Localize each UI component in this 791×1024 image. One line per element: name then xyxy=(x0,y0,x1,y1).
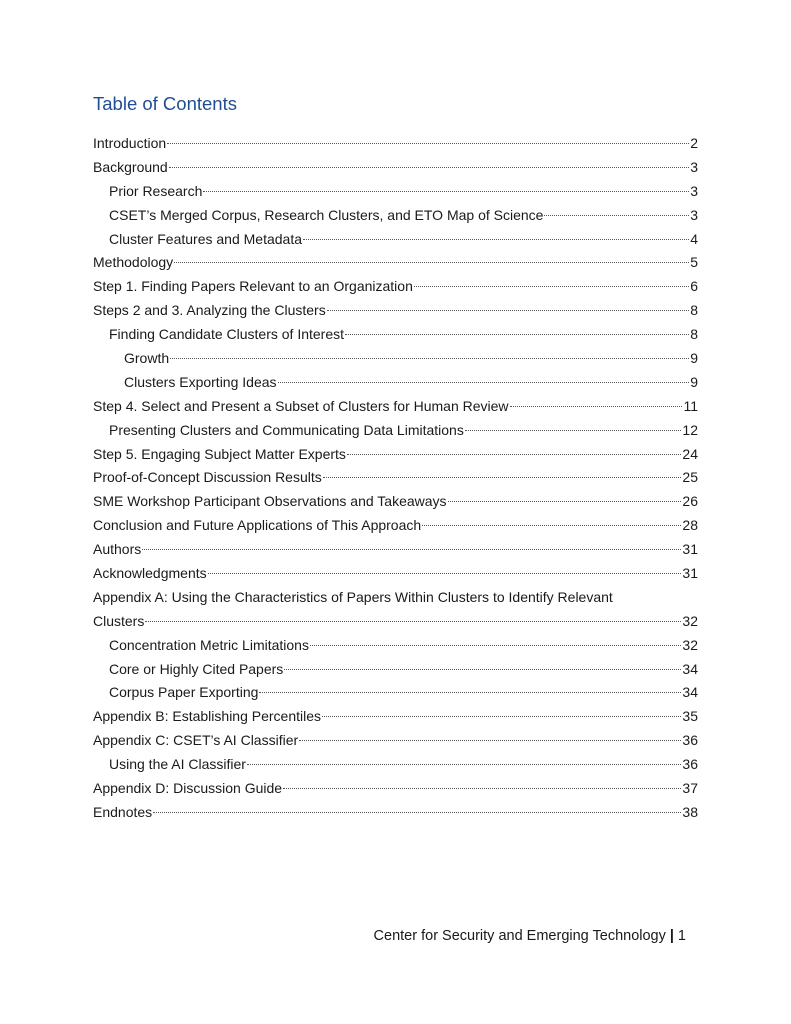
toc-entry-page: 8 xyxy=(690,326,698,343)
toc-entry[interactable] xyxy=(93,538,698,562)
toc-entry[interactable] xyxy=(93,681,698,705)
toc-entry[interactable] xyxy=(93,443,698,467)
toc-entry-label: SME Workshop Participant Observations and Takeaways xyxy=(93,493,447,510)
toc-entry-label: Cluster Features and Metadata xyxy=(109,230,302,247)
toc-entry-page: 26 xyxy=(682,493,698,510)
toc-entry[interactable] xyxy=(93,490,698,514)
toc-list xyxy=(93,132,698,825)
toc-entry-label: CSET’s Merged Corpus, Research Clusters, and ETO Map of Science xyxy=(109,206,544,223)
toc-entry-page: 4 xyxy=(690,230,698,247)
dot-leader xyxy=(142,549,681,550)
toc-entry[interactable] xyxy=(93,634,698,658)
toc-entry-label: Growth xyxy=(124,350,170,367)
dot-leader xyxy=(303,239,689,240)
toc-entry[interactable] xyxy=(93,562,698,586)
toc-entry-page: 11 xyxy=(683,397,698,414)
toc-entry-page: 37 xyxy=(682,780,698,797)
dot-leader xyxy=(345,334,689,335)
toc-entry-page: 25 xyxy=(682,469,698,486)
toc-entry-page: 12 xyxy=(682,421,698,438)
dot-leader xyxy=(284,669,681,670)
dot-leader xyxy=(465,430,682,431)
toc-entry[interactable] xyxy=(93,777,698,801)
dot-leader xyxy=(283,788,681,789)
toc-entry[interactable] xyxy=(93,156,698,180)
dot-leader xyxy=(145,621,681,622)
toc-entry-label: Core or Highly Cited Papers xyxy=(109,660,284,677)
toc-entry-label: Prior Research xyxy=(109,182,203,199)
dot-leader xyxy=(167,143,689,144)
toc-entry[interactable] xyxy=(93,371,698,395)
toc-entry-page: 3 xyxy=(690,206,698,223)
toc-entry[interactable] xyxy=(93,466,698,490)
toc-entry-page: 36 xyxy=(682,732,698,749)
dot-leader xyxy=(510,406,683,407)
toc-entry-label: Methodology xyxy=(93,254,174,271)
toc-entry-label: Proof-of-Concept Discussion Results xyxy=(93,469,322,486)
toc-entry-page: 32 xyxy=(682,612,698,629)
toc-entry-page: 8 xyxy=(690,302,698,319)
toc-entry-label: Introduction xyxy=(93,135,167,151)
toc-entry-page: 9 xyxy=(690,373,698,390)
toc-entry-page: 3 xyxy=(690,182,698,199)
dot-leader xyxy=(169,167,689,168)
dot-leader xyxy=(448,501,682,502)
toc-entry[interactable] xyxy=(93,395,698,419)
dot-leader xyxy=(170,358,689,359)
dot-leader xyxy=(310,645,681,646)
footer-page-number: 1 xyxy=(677,928,686,944)
toc-entry[interactable] xyxy=(93,275,698,299)
toc-entry[interactable] xyxy=(93,299,698,323)
toc-entry-page: 34 xyxy=(682,684,698,701)
toc-entry[interactable] xyxy=(93,729,698,753)
toc-entry[interactable] xyxy=(93,228,698,252)
dot-leader xyxy=(347,454,681,455)
toc-entry-page: 28 xyxy=(682,517,698,534)
toc-entry-page: 31 xyxy=(682,541,698,558)
toc-entry[interactable] xyxy=(93,419,698,443)
toc-entry[interactable] xyxy=(93,204,698,228)
toc-entry[interactable] xyxy=(93,251,698,275)
toc-entry-label-continued: Clusters xyxy=(93,612,145,629)
toc-entry-page: 5 xyxy=(690,254,698,271)
dot-leader xyxy=(322,716,681,717)
dot-leader xyxy=(259,692,681,693)
dot-leader xyxy=(203,191,689,192)
toc-entry-label: Step 1. Finding Papers Relevant to an Organization xyxy=(93,278,413,295)
dot-leader xyxy=(414,286,689,287)
dot-leader xyxy=(247,764,681,765)
toc-entry-label: Steps 2 and 3. Analyzing the Clusters xyxy=(93,302,326,319)
toc-entry-label: Appendix B: Establishing Percentiles xyxy=(93,708,322,725)
toc-entry-label: Authors xyxy=(93,541,142,558)
footer-org: Center for Security and Emerging Technology xyxy=(373,928,666,944)
toc-entry[interactable] xyxy=(93,514,698,538)
toc-entry-label: Clusters Exporting Ideas xyxy=(124,373,277,390)
toc-entry[interactable] xyxy=(93,132,698,156)
dot-leader xyxy=(422,525,681,526)
toc-entry-page: 35 xyxy=(682,708,698,725)
dot-leader xyxy=(299,740,681,741)
toc-entry-label: Acknowledgments xyxy=(93,565,207,582)
dot-leader xyxy=(278,382,690,383)
toc-entry-label: Step 4. Select and Present a Subset of Clusters for Human Review xyxy=(93,397,509,414)
toc-entry[interactable] xyxy=(93,753,698,777)
toc-entry-page: 31 xyxy=(682,565,698,582)
toc-entry-label: Corpus Paper Exporting xyxy=(109,684,259,701)
dot-leader xyxy=(323,477,682,478)
toc-entry-page: 9 xyxy=(690,350,698,367)
dot-leader xyxy=(174,262,689,263)
toc-entry-label: Appendix D: Discussion Guide xyxy=(93,780,283,797)
toc-entry-label: Step 5. Engaging Subject Matter Experts xyxy=(93,445,346,462)
toc-entry-page: 2 xyxy=(690,135,698,151)
toc-entry-page: 6 xyxy=(690,278,698,295)
toc-entry-label: Using the AI Classifier xyxy=(109,756,246,773)
toc-entry-page: 3 xyxy=(690,158,698,175)
dot-leader xyxy=(208,573,682,574)
dot-leader xyxy=(153,812,681,813)
toc-entry[interactable] xyxy=(93,347,698,371)
toc-entry-page: 34 xyxy=(682,660,698,677)
page-footer xyxy=(374,928,686,944)
dot-leader xyxy=(327,310,690,311)
toc-entry[interactable] xyxy=(93,180,698,204)
toc-entry[interactable] xyxy=(93,801,698,825)
toc-entry-page: 24 xyxy=(682,445,698,462)
toc-entry-page: 32 xyxy=(682,636,698,653)
toc-entry-label: Conclusion and Future Applications of This Approach xyxy=(93,517,422,534)
toc-entry[interactable] xyxy=(93,658,698,682)
toc-title: Table of Contents xyxy=(93,93,237,114)
toc-entry[interactable] xyxy=(93,323,698,347)
toc-entry-label: Endnotes xyxy=(93,803,153,820)
toc-entry-label: Appendix C: CSET’s AI Classifier xyxy=(93,732,299,749)
dot-leader xyxy=(544,215,689,216)
toc-entry-label: Appendix A: Using the Characteristics of Papers Within Clusters to Identify Relevant xyxy=(93,588,613,605)
toc-entry-label: Presenting Clusters and Communicating Data Limitations xyxy=(109,421,464,438)
toc-entry-label: Finding Candidate Clusters of Interest xyxy=(109,326,345,343)
footer-separator: | xyxy=(669,928,674,944)
toc-entry-page: 36 xyxy=(682,756,698,773)
toc-entry[interactable] xyxy=(93,586,698,634)
toc-entry-label: Concentration Metric Limitations xyxy=(109,636,309,653)
toc-entry-label: Background xyxy=(93,158,168,175)
toc-entry[interactable] xyxy=(93,705,698,729)
toc-entry-page: 38 xyxy=(682,803,698,820)
